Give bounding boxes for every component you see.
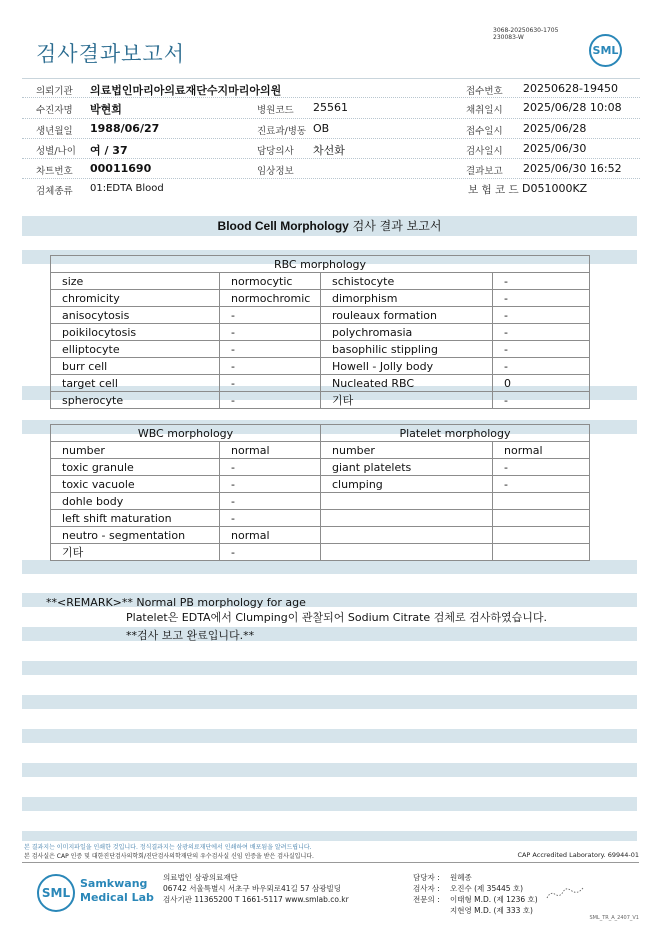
table-cell: -	[220, 459, 321, 476]
patient-label: 수진자명	[36, 105, 73, 117]
table-cell	[321, 510, 493, 527]
table-cell: toxic vacuole	[51, 476, 220, 493]
stripe-band	[22, 797, 637, 811]
cap-accreditation: CAP Accredited Laboratory. 69944-01	[517, 851, 639, 859]
stripe-band	[22, 627, 637, 641]
table-cell	[493, 527, 590, 544]
collected-value: 2025/06/28 10:08	[523, 101, 622, 115]
receipt-no-value: 20250628-19450	[523, 82, 618, 95]
table-cell: 0	[493, 375, 590, 392]
rbc-row	[51, 392, 590, 409]
table-cell	[321, 493, 493, 510]
table-cell: 기타	[321, 392, 493, 409]
rbc-header: RBC morphology	[51, 256, 590, 273]
table-cell: dohle body	[51, 493, 220, 510]
stripe-band	[22, 661, 637, 675]
table-cell	[321, 544, 493, 561]
table-cell: -	[493, 290, 590, 307]
staff-name: 오진수 (제 35445 호)	[450, 884, 524, 893]
table-cell: rouleaux formation	[321, 307, 493, 324]
report-code-line1: 3068-20250630-1705	[493, 27, 559, 34]
table-cell: giant platelets	[321, 459, 493, 476]
table-cell: -	[493, 459, 590, 476]
table-cell: -	[220, 307, 321, 324]
staff-line	[413, 894, 538, 905]
collected-label: 채취일시	[466, 105, 503, 117]
table-cell: clumping	[321, 476, 493, 493]
chart-value: 00011690	[90, 162, 152, 176]
table-cell: -	[493, 392, 590, 409]
table-cell: basophilic stippling	[321, 341, 493, 358]
staff-line	[413, 883, 538, 894]
table-cell: spherocyte	[51, 392, 220, 409]
institution-label: 의뢰기관	[36, 86, 73, 97]
table-cell: -	[220, 392, 321, 409]
wbc-platelet-row	[51, 459, 590, 476]
table-cell: -	[220, 324, 321, 341]
samkwang-logo: SML	[37, 874, 75, 912]
institution-value: 의료법인마리아의료재단수지마리아의원	[90, 84, 282, 97]
footer-divider	[22, 862, 639, 863]
table-cell: number	[321, 442, 493, 459]
lab-contact: 검사기관 11365200 T 1661-5117 www.smlab.co.kr	[163, 895, 349, 904]
specimen-label: 검체종류	[36, 186, 73, 198]
table-cell	[493, 544, 590, 561]
reported-value: 2025/06/30 16:52	[523, 162, 622, 176]
table-cell: neutro - segmentation	[51, 527, 220, 544]
doctor-value: 차선화	[313, 143, 345, 157]
sml-logo: SML	[589, 34, 622, 67]
info-row	[22, 179, 640, 199]
lab-name-line1: Samkwang	[80, 877, 148, 890]
table-cell: burr cell	[51, 358, 220, 375]
tested-value: 2025/06/30	[523, 141, 587, 155]
staff-name: 지현영 M.D. (제 333 호)	[450, 906, 533, 915]
table-cell: normochromic	[220, 290, 321, 307]
info-row	[22, 139, 640, 159]
sex-age-label: 성별/나이	[36, 145, 76, 157]
staff-block	[413, 872, 538, 916]
table-cell	[321, 527, 493, 544]
info-row	[22, 98, 640, 118]
wbc-platelet-row	[51, 476, 590, 493]
table-cell: schistocyte	[321, 273, 493, 290]
received-value: 2025/06/28	[523, 121, 587, 135]
rbc-row	[51, 273, 590, 290]
lab-address-block	[163, 872, 349, 905]
foundation-name: 의료법인 삼광의료재단	[163, 873, 238, 882]
table-cell: -	[220, 510, 321, 527]
clinical-label: 임상정보	[257, 166, 294, 178]
table-cell	[493, 493, 590, 510]
table-cell: -	[493, 273, 590, 290]
lab-name-line2: Medical Lab	[80, 891, 154, 904]
table-cell: Nucleated RBC	[321, 375, 493, 392]
table-cell: -	[493, 476, 590, 493]
report-code-line2: 230083-W	[493, 34, 524, 41]
insurance-label: 보 험 코 드	[468, 184, 519, 197]
patient-info-block	[22, 78, 640, 200]
staff-name: 원혜종	[450, 873, 472, 882]
insurance-value: D051000KZ	[522, 182, 588, 196]
patient-value: 박현희	[90, 103, 122, 117]
footer-cert-note: 본 검사실은 CAP 인증 및 대한진단검사의학회/진단검사의학재단의 우수검사실 신임 인증을 받은 검사실입니다.	[24, 853, 314, 860]
table-cell: chromicity	[51, 290, 220, 307]
wbc-platelet-row	[51, 527, 590, 544]
table-cell: -	[220, 493, 321, 510]
stripe-band	[22, 695, 637, 709]
staff-role: 검사자 :	[413, 884, 440, 893]
report-title-english: Blood Cell Morphology	[217, 219, 349, 233]
info-row	[22, 159, 640, 179]
table-cell: -	[220, 341, 321, 358]
birth-label: 생년월일	[36, 125, 73, 137]
form-code: SML_TR_A_2407_V1	[589, 915, 639, 921]
staff-line	[413, 872, 538, 883]
remark-line: **<REMARK>** Normal PB morphology for age	[46, 596, 306, 609]
stripe-band	[22, 560, 637, 574]
wbc-platelet-header-row	[51, 425, 590, 442]
table-cell: normal	[220, 442, 321, 459]
rbc-row	[51, 307, 590, 324]
tested-label: 검사일시	[466, 145, 503, 157]
received-label: 접수일시	[466, 125, 503, 137]
table-cell: size	[51, 273, 220, 290]
table-cell: -	[220, 544, 321, 561]
footer-print-note: 본 결과지는 이미지파일을 인쇄한 것입니다. 정식결과지는 삼광의료재단에서 인쇄하여 배포됨을 알려드립니다.	[24, 844, 312, 851]
rbc-morphology-table	[50, 255, 590, 409]
table-cell: 기타	[51, 544, 220, 561]
staff-role: 담당자 :	[413, 873, 440, 882]
rbc-row	[51, 341, 590, 358]
receipt-no-label: 접수번호	[466, 86, 503, 97]
lab-name	[80, 877, 154, 905]
stripe-band	[22, 729, 637, 743]
stripe-band	[22, 831, 637, 841]
table-cell: left shift maturation	[51, 510, 220, 527]
staff-line	[413, 905, 538, 916]
report-title-korean: 검사 결과 보고서	[348, 219, 442, 233]
table-cell: toxic granule	[51, 459, 220, 476]
dept-value: OB	[313, 121, 330, 135]
remark-note: Platelet은 EDTA에서 Clumping이 관찰되어 Sodium Citrate 검체로 검사하였습니다.	[126, 611, 547, 624]
specimen-value: 01:EDTA Blood	[90, 183, 164, 195]
chart-label: 차트번호	[36, 166, 73, 178]
staff-name: 이태형 M.D. (제 1236 호)	[450, 895, 538, 904]
wbc-platelet-row	[51, 544, 590, 561]
ward-code-value: 25561	[313, 101, 348, 115]
rbc-row	[51, 324, 590, 341]
rbc-row	[51, 375, 590, 392]
table-cell: -	[493, 307, 590, 324]
sex-age-value: 여 / 37	[90, 143, 128, 157]
reported-label: 결과보고	[466, 166, 503, 178]
ward-code-label: 병원코드	[257, 105, 294, 117]
staff-role: 전문의 :	[413, 895, 440, 904]
info-row	[22, 119, 640, 139]
table-cell: normal	[493, 442, 590, 459]
table-cell: -	[493, 341, 590, 358]
platelet-header: Platelet morphology	[321, 425, 590, 442]
report-section-title	[22, 216, 637, 236]
table-cell: anisocytosis	[51, 307, 220, 324]
page-title: 검사결과보고서	[36, 42, 186, 66]
info-row	[22, 78, 640, 98]
wbc-platelet-table	[50, 424, 590, 561]
table-cell: poikilocytosis	[51, 324, 220, 341]
table-cell	[493, 510, 590, 527]
table-cell: -	[493, 358, 590, 375]
rbc-row	[51, 290, 590, 307]
table-cell: -	[220, 375, 321, 392]
table-cell: number	[51, 442, 220, 459]
wbc-header: WBC morphology	[51, 425, 321, 442]
wbc-platelet-row	[51, 510, 590, 527]
rbc-header-row	[51, 256, 590, 273]
table-cell: -	[220, 358, 321, 375]
table-cell: -	[493, 324, 590, 341]
wbc-platelet-row	[51, 493, 590, 510]
signature-image	[545, 882, 585, 904]
table-cell: elliptocyte	[51, 341, 220, 358]
table-cell: dimorphism	[321, 290, 493, 307]
table-cell: normal	[220, 527, 321, 544]
stripe-band	[22, 763, 637, 777]
remark-complete: **검사 보고 완료입니다.**	[126, 629, 255, 642]
table-cell: polychromasia	[321, 324, 493, 341]
table-cell: Howell - Jolly body	[321, 358, 493, 375]
doctor-label: 담당의사	[257, 145, 294, 157]
rbc-row	[51, 358, 590, 375]
table-cell: target cell	[51, 375, 220, 392]
dept-label: 진료과/병동	[257, 125, 307, 137]
table-cell: normocytic	[220, 273, 321, 290]
lab-address: 06742 서울특별시 서초구 바우뫼로41길 57 삼광빌딩	[163, 884, 342, 893]
report-code	[493, 27, 558, 41]
wbc-platelet-row	[51, 442, 590, 459]
birth-value: 1988/06/27	[90, 121, 160, 135]
table-cell: -	[220, 476, 321, 493]
